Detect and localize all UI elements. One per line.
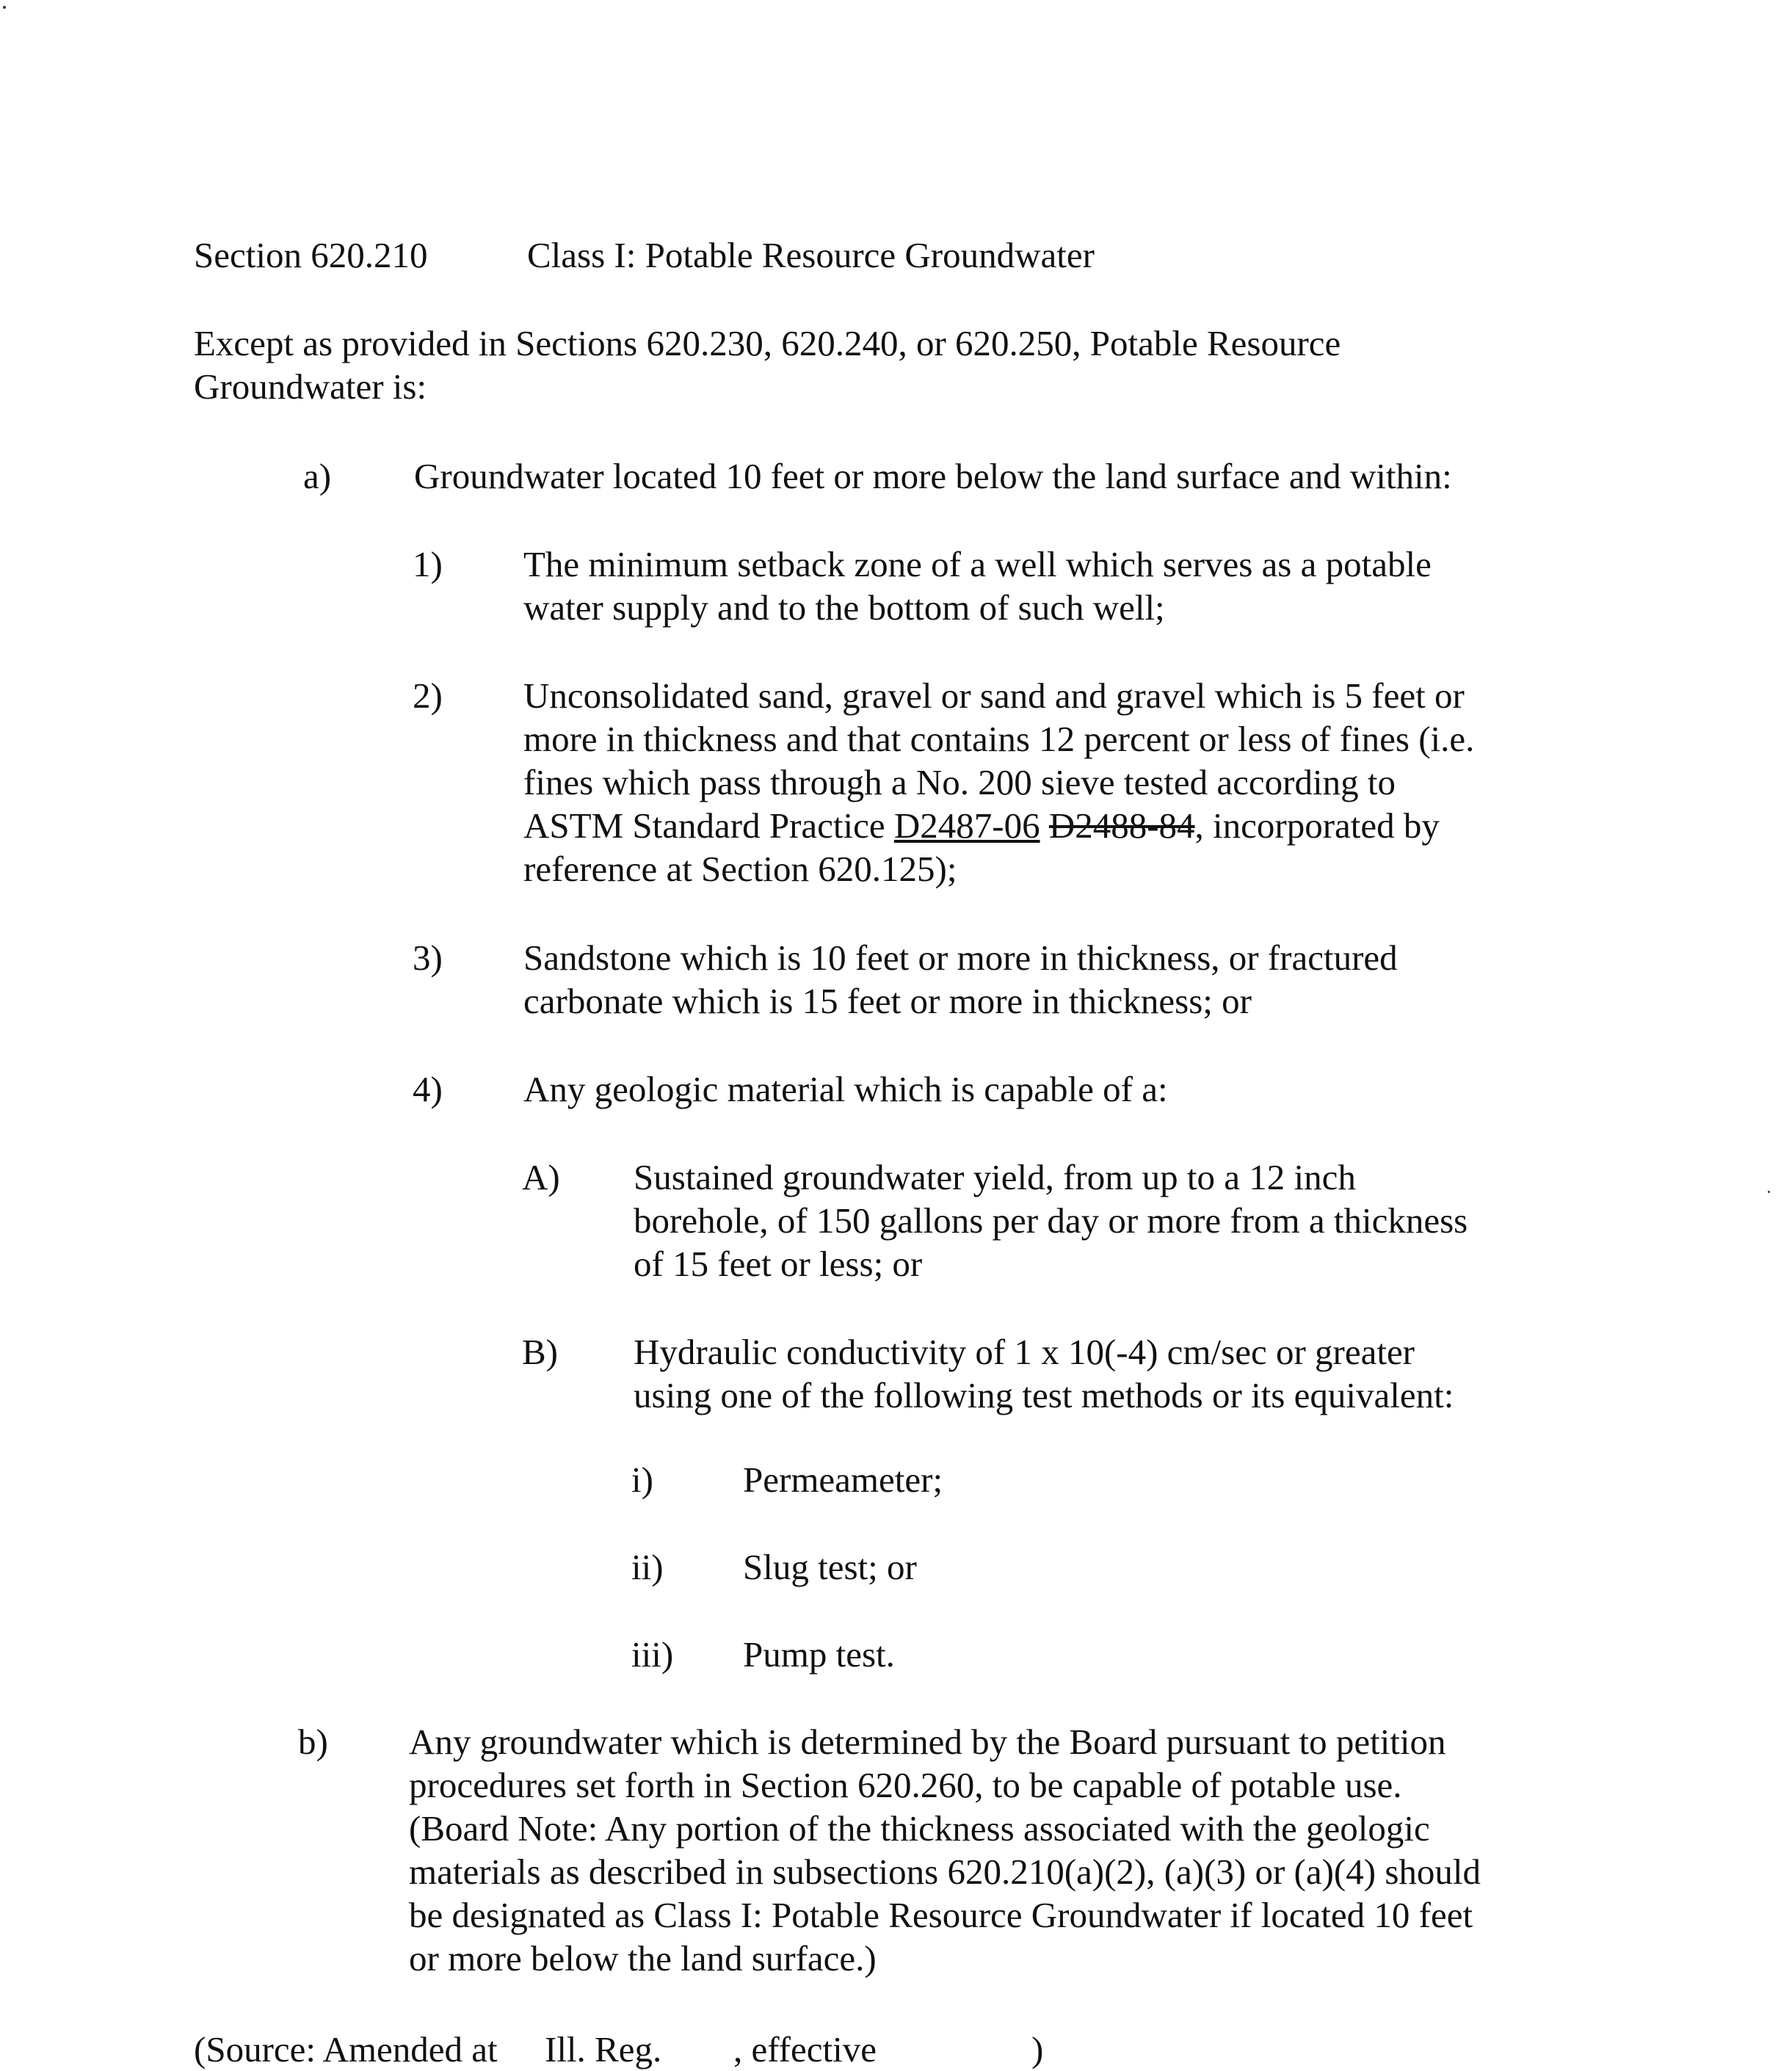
section-title: Class I: Potable Resource Groundwater [527, 235, 1095, 275]
item-B-line: using one of the following test methods or its equivalent: [634, 1375, 1454, 1415]
item-2-label: 2) [413, 675, 443, 716]
item-B-line: Hydraulic conductivity of 1 x 10(-4) cm/sec or greater [634, 1332, 1415, 1372]
item-A-text [634, 1156, 1468, 1285]
amend-prefix: ASTM Standard Practice [523, 805, 894, 846]
item-b-line: Any groundwater which is determined by the Board pursuant to petition [409, 1722, 1446, 1762]
item-A-line: of 15 feet or less; or [634, 1244, 923, 1284]
method-i-text: Permeameter; [743, 1459, 943, 1500]
item-b-line: materials as described in subsections 620.210(a)(2), (a)(3) or (a)(4) should [409, 1851, 1481, 1892]
method-ii-text: Slug test; or [743, 1547, 917, 1587]
inserted-standard: D2487-06 [893, 805, 1040, 846]
scan-speck [1768, 1191, 1770, 1193]
item-4-text: Any geologic material which is capable of a: [523, 1069, 1168, 1109]
item-3-line: carbonate which is 15 feet or more in thickness; or [523, 981, 1252, 1021]
item-2-line: more in thickness and that contains 12 percent or less of fines (i.e. [523, 719, 1475, 759]
item-2-line: Unconsolidated sand, gravel or sand and gravel which is 5 feet or [523, 675, 1465, 716]
item-A-line: borehole, of 150 gallons per day or more from a thickness [634, 1200, 1468, 1241]
item-B-label: B) [522, 1332, 558, 1372]
method-iii-label: iii) [631, 1634, 674, 1675]
source-close: ) [1031, 2029, 1044, 2070]
item-3-label: 3) [413, 937, 443, 978]
amend-suffix: , incorporated by [1194, 805, 1440, 846]
item-1-line: water supply and to the bottom of such well; [523, 587, 1165, 628]
item-b-line: or more below the land surface.) [409, 1938, 877, 1978]
item-1-text [523, 543, 1432, 629]
method-iii-text: Pump test. [743, 1634, 895, 1675]
source-effective: , effective [733, 2029, 877, 2070]
item-b-line: be designated as Class I: Potable Resource Groundwater if located 10 feet [409, 1895, 1473, 1935]
item-a-label: a) [303, 456, 332, 496]
source-reg: Ill. Reg. [545, 2029, 662, 2070]
intro-line: Except as provided in Sections 620.230, 620.240, or 620.250, Potable Resource [194, 323, 1341, 363]
intro-line: Groundwater is: [194, 366, 427, 407]
item-3-line: Sandstone which is 10 feet or more in thickness, or fractured [523, 937, 1398, 978]
item-1-line: The minimum setback zone of a well which serves as a potable [523, 544, 1432, 584]
scan-speck [3, 6, 6, 9]
item-b-line: (Board Note: Any portion of the thickness associated with the geologic [409, 1808, 1430, 1849]
method-i-label: i) [631, 1459, 653, 1500]
item-1-label: 1) [413, 544, 443, 584]
method-ii-label: ii) [631, 1547, 664, 1587]
source-open: (Source: Amended at [194, 2029, 498, 2070]
item-A-line: Sustained groundwater yield, from up to a 12 inch [634, 1157, 1356, 1197]
item-4-label: 4) [413, 1069, 443, 1109]
item-a-text: Groundwater located 10 feet or more below the land surface and within: [414, 456, 1452, 496]
intro-paragraph [194, 322, 1341, 408]
item-2-line-amended [523, 804, 1474, 847]
item-B-text [634, 1330, 1454, 1417]
item-2-line: reference at Section 620.125); [523, 849, 957, 889]
item-3-text [523, 936, 1398, 1023]
deleted-standard: D2488-84 [1048, 805, 1195, 846]
item-b-text [409, 1720, 1481, 1980]
item-2-text [523, 674, 1474, 891]
section-number: Section 620.210 [194, 235, 428, 275]
item-b-line: procedures set forth in Section 620.260, to be capable of potable use. [409, 1765, 1402, 1805]
item-2-line: fines which pass through a No. 200 sieve tested according to [523, 762, 1396, 802]
item-A-label: A) [522, 1157, 560, 1197]
item-b-label: b) [298, 1722, 328, 1762]
